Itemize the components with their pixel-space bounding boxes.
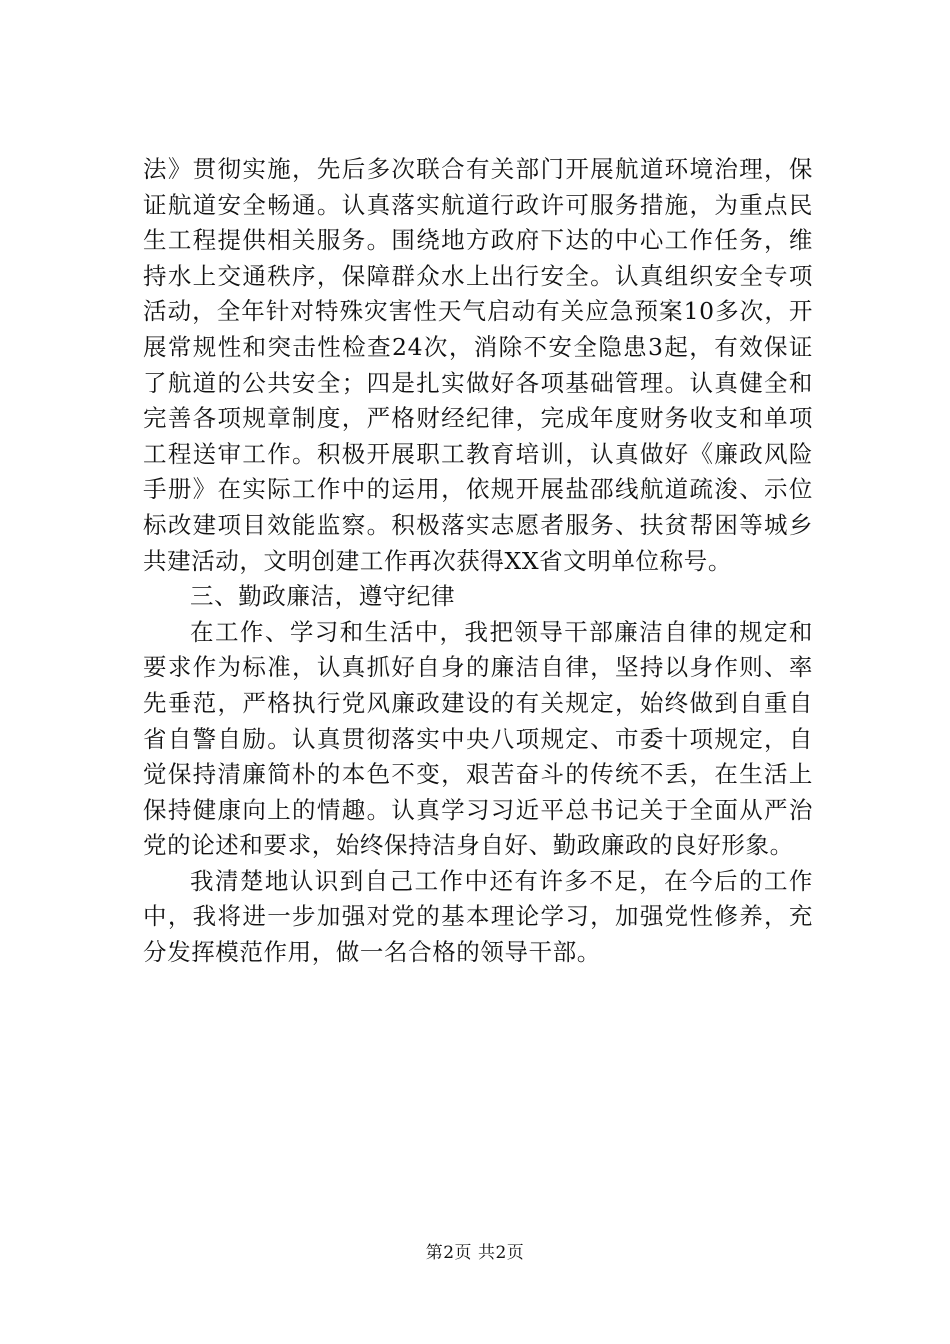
paragraph-continued: 法》贯彻实施，先后多次联合有关部门开展航道环境治理，保证航道安全畅通。认真落实航道行政许可服务措施，为重点民生工程提供相关服务。围绕地方政府下达的中心工作任务，维持水上交通秩序，保障群众水上出行安全。认真组织安全专项活动，全年针对特殊灾害性天气启动有关应急预案10多次，开展常规性和突击性检查24次，消除不安全隐患3起，有效保证了航道的公共安全；四是扎实做好各项基础管理。认真健全和完善各项规章制度，严格财经纪律，完成年度财务收支和单项工程送审工作。积极开展职工教育培训，认真做好《廉政风险手册》在实际工作中的运用，依规开展盐邵线航道疏浚、示位标改建项目效能监察。积极落实志愿者服务、扶贫帮困等城乡共建活动，文明创建工作再次获得XX省文明单位称号。: [143, 155, 813, 575]
paragraph-integrity: 在工作、学习和生活中，我把领导干部廉洁自律的规定和要求作为标准，认真抓好自身的廉洁自律，坚持以身作则、率先垂范，严格执行党风廉政建设的有关规定，始终做到自重自省自警自励。认真贯彻落实中央八项规定、市委十项规定，自觉保持清廉简朴的本色不变，艰苦奋斗的传统不丢，在生活上保持健康向上的情趣。认真学习习近平总书记关于全面从严治党的论述和要求，始终保持洁身自好、勤政廉政的良好形象。: [143, 617, 813, 860]
paragraph-conclusion: 我清楚地认识到自己工作中还有许多不足，在今后的工作中，我将进一步加强对党的基本理论学习，加强党性修养，充分发挥模范作用，做一名合格的领导干部。: [143, 866, 813, 967]
page-number-footer: 第2页 共2页: [425, 1243, 525, 1263]
document-body: [143, 152, 813, 971]
section-heading: 三、勤政廉洁，遵守纪律: [190, 582, 456, 611]
